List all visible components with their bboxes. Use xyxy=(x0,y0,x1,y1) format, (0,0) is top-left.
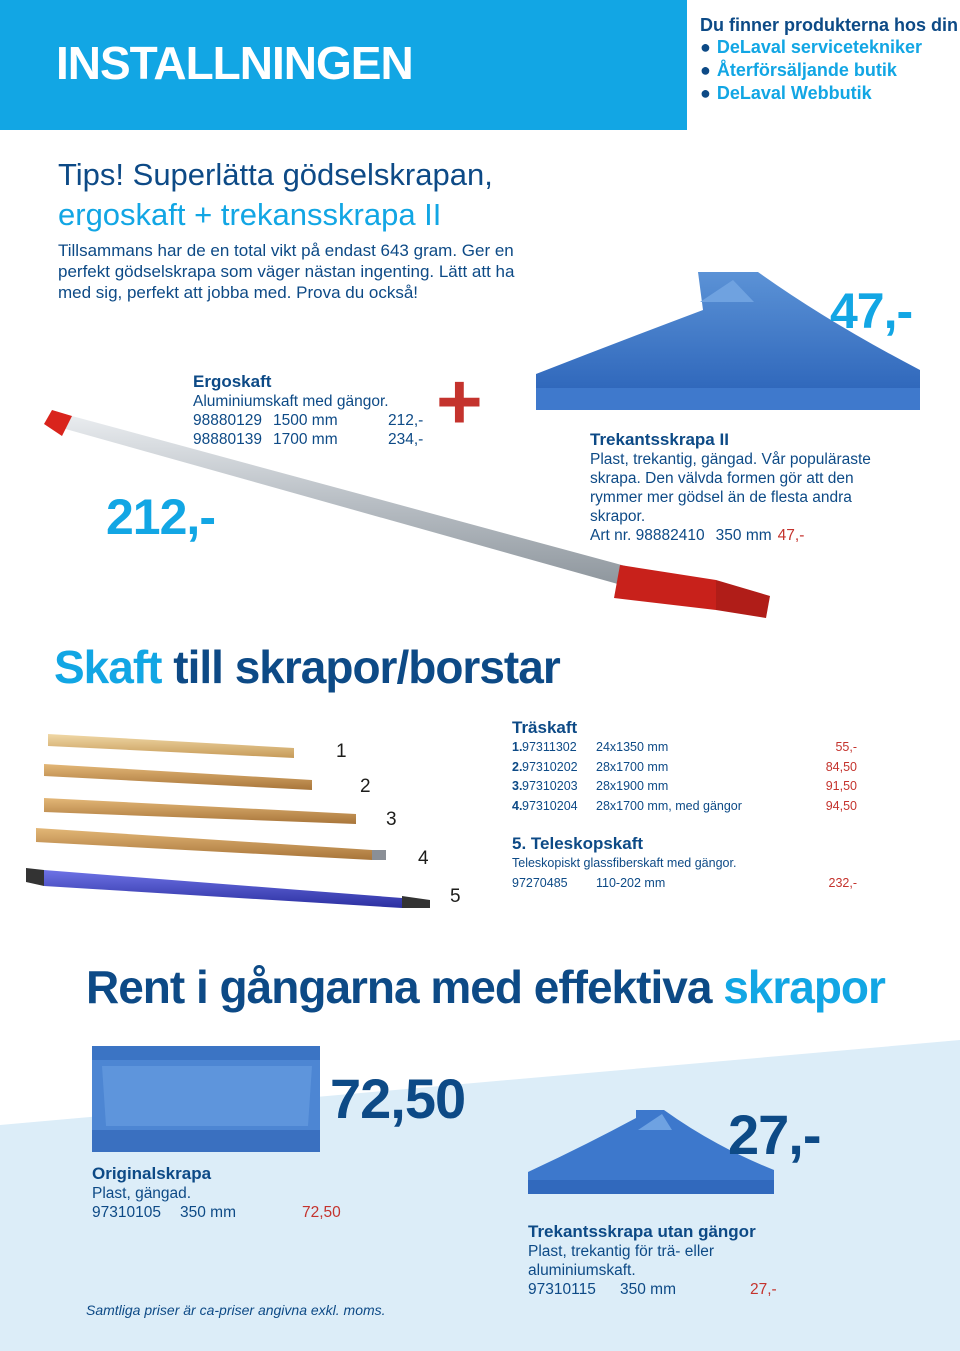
dealer-item[interactable]: ● DeLaval servicetekniker xyxy=(700,37,923,57)
tips-body: Tillsammans har de en total vikt på endast 643 gram. Ger en perfekt gödselskrapa som väger nästan ingenting. Lätt att ha med sig, perfekt att jobba med. Prova du också! xyxy=(58,241,515,302)
page-title: INSTALLNINGEN xyxy=(56,37,413,89)
teleskop-title: 5. Teleskopskaft xyxy=(512,834,644,853)
traskaft-row: 4. 97310204 28x1700 mm, med gängor 94,50 xyxy=(512,798,857,813)
ergoskaft-big-price: 212,- xyxy=(106,489,215,545)
bullet-icon: ● xyxy=(700,83,711,103)
trekant-info xyxy=(590,430,900,545)
original-desc: Plast, gängad. xyxy=(92,1185,192,1202)
traskaft-info xyxy=(512,718,857,893)
stick-number: 2 xyxy=(360,776,371,797)
traskaft-title: Träskaft xyxy=(512,718,578,737)
original-big-price: 72,50 xyxy=(330,1067,466,1130)
original-info xyxy=(92,1164,352,1222)
traskaft-row: 3. 97310203 28x1900 mm 91,50 xyxy=(512,779,857,793)
original-scraper-image xyxy=(92,1046,326,1156)
stick-number: 3 xyxy=(386,809,397,830)
section-heading-rent: Rent i gångarna med effektiva skrapor xyxy=(86,961,885,1013)
stick-number: 1 xyxy=(336,741,347,762)
stick-number: 4 xyxy=(418,848,429,869)
trekant2-info xyxy=(528,1222,808,1299)
stick-number: 5 xyxy=(450,886,461,907)
section-heading-skaft: Skaft till skrapor/borstar xyxy=(54,641,560,693)
dealer-item[interactable]: ● DeLaval Webbutik xyxy=(700,83,872,103)
trekant-title: Trekantsskrapa II xyxy=(590,430,729,449)
teleskop-row: 97270485 110-202 mm 232,- xyxy=(512,875,857,890)
trekant2-big-price: 27,- xyxy=(728,1103,821,1166)
ergoskaft-info xyxy=(193,372,433,449)
trekant-big-price: 47,- xyxy=(830,283,913,339)
traskaft-row: 1. 97311302 24x1350 mm 55,- xyxy=(512,740,857,754)
ergoskaft-desc: Aluminiumskaft med gängor. xyxy=(193,393,389,410)
trekant2-title: Trekantsskrapa utan gängor xyxy=(528,1222,756,1241)
bullet-icon: ● xyxy=(700,60,711,80)
tips-heading: Tips! Superlätta gödselskrapan, ergoskaft + trekansskrapa II xyxy=(58,157,493,232)
original-row: 97310105 350 mm 72,50 xyxy=(92,1204,341,1221)
ergoskaft-row: 98880129 1500 mm 212,- xyxy=(193,412,424,429)
original-title: Originalskrapa xyxy=(92,1164,212,1183)
ergoskaft-row: 98880139 1700 mm 234,- xyxy=(193,431,424,448)
wooden-sticks-image xyxy=(22,728,442,908)
trekant-desc: Plast, trekantig, gängad. Vår populäraste skrapa. Den välvda formen gör att den rymmer mer gödsel än de flesta andra skrapor. xyxy=(590,451,871,525)
trekant-art-row: Art nr. 98882410 350 mm 47,- xyxy=(590,527,805,544)
footer-note: Samtliga priser är ca-priser angivna exkl. moms. xyxy=(86,1302,386,1318)
dealer-item[interactable]: ● Återförsäljande butik xyxy=(700,60,897,80)
trekant2-desc: Plast, trekantig för trä- eller aluminiumskaft. xyxy=(528,1243,715,1279)
traskaft-row: 2. 97310202 28x1700 mm 84,50 xyxy=(512,759,857,774)
ergoskaft-title: Ergoskaft xyxy=(193,372,272,391)
bullet-icon: ● xyxy=(700,37,711,57)
dealer-info xyxy=(700,14,960,105)
teleskop-desc: Teleskopiskt glassfiberskaft med gängor. xyxy=(512,856,737,870)
plus-sign: + xyxy=(436,357,483,446)
trekant2-row: 97310115 350 mm 27,- xyxy=(528,1281,777,1298)
dealer-heading: Du finner produkterna hos din xyxy=(700,15,959,35)
